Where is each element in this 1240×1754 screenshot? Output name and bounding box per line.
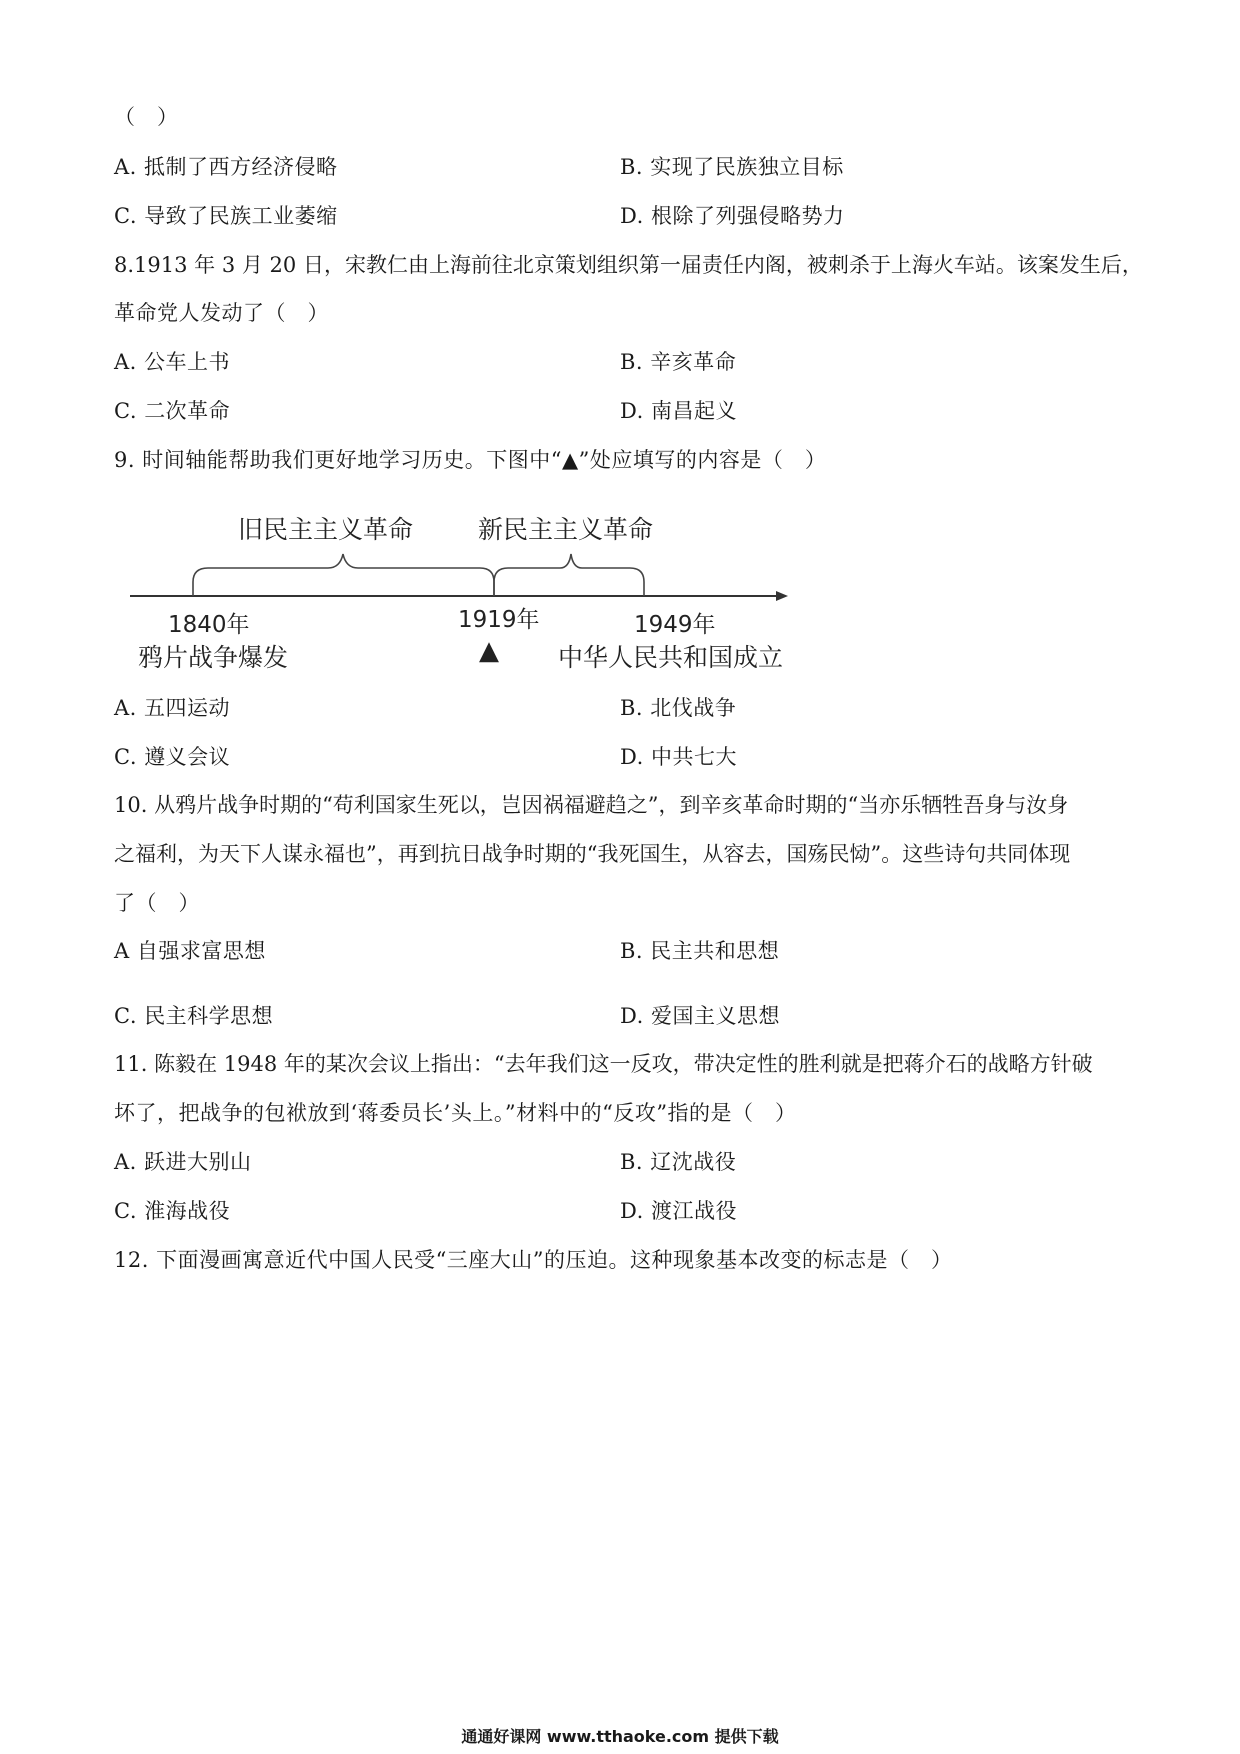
q7-option-b[interactable] [620, 153, 844, 181]
option-text: 淮海战役 [144, 1199, 231, 1223]
option-text: 民主科学思想 [144, 1004, 274, 1028]
q8-stem-line2: 革命党人发动了（ ） [114, 301, 329, 325]
q11-option-a[interactable] [114, 1148, 252, 1176]
option-key: D. [620, 1199, 644, 1223]
timeline-figure [128, 498, 788, 683]
q7-paren: （ ） [114, 105, 179, 129]
q8-stem-line1: 8.1913 年 3 月 20 日，宋教仁由上海前往北京策划组织第一届责任内阁，被刺杀于上海火车站。该案发生后， [114, 253, 1143, 277]
timeline-year-1840: 1840年 [168, 612, 250, 638]
timeline-event-1949: 中华人民共和国成立 [558, 643, 784, 672]
option-text: 辽沈战役 [650, 1150, 737, 1174]
option-text: 中共七大 [650, 745, 737, 769]
q12-stem: 12. 下面漫画寓意近代中国人民受“三座大山”的压迫。这种现象基本改变的标志是（ ） [114, 1248, 953, 1272]
option-text: 爱国主义思想 [650, 1004, 780, 1028]
option-key: A. [114, 1150, 137, 1174]
option-text: 根除了列强侵略势力 [650, 204, 845, 228]
q8-option-b[interactable] [620, 348, 736, 376]
option-text: 南昌起义 [650, 399, 737, 423]
q8-option-a[interactable] [114, 348, 230, 376]
q9-option-a[interactable] [114, 694, 230, 722]
option-text: 导致了民族工业萎缩 [144, 204, 338, 228]
timeline-year-1919: 1919年 [458, 607, 540, 633]
option-key: A. [114, 155, 137, 179]
q7-option-d[interactable] [620, 202, 844, 230]
q10-stem-line3: 了（ ） [114, 891, 200, 915]
option-text: 遵义会议 [144, 745, 231, 769]
q10-option-c[interactable] [114, 1002, 273, 1030]
q10-stem-line1: 10. 从鸦片战争时期的“苟利国家生死以，岂因祸福避趋之”，到辛亥革命时期的“当亦乐牺牲吾身与汝身 [114, 793, 1069, 817]
q11-option-b[interactable] [620, 1148, 736, 1176]
option-text: 实现了民族独立目标 [650, 155, 844, 179]
q9-stem: 9. 时间轴能帮助我们更好地学习历史。下图中“▲”处应填写的内容是（ ） [114, 448, 827, 472]
q11-stem-line1: 11. 陈毅在 1948 年的某次会议上指出：“去年我们这一反攻，带决定性的胜利就是把蒋介石的战略方针破 [114, 1052, 1093, 1076]
option-text: 民主共和思想 [650, 939, 780, 963]
q10-stem-line2: 之福利，为天下人谋永福也”，再到抗日战争时期的“我死国生，从容去，国殇民恸”。这些诗句共同体现 [114, 842, 1071, 866]
q9-option-c[interactable] [114, 743, 230, 771]
option-text: 自强求富思想 [136, 939, 266, 963]
q10-option-a[interactable] [114, 937, 266, 965]
option-text: 二次革命 [144, 399, 231, 423]
triangle-marker-icon: ▲ [479, 636, 499, 666]
q10-option-b[interactable] [620, 937, 779, 965]
option-key: D. [620, 399, 644, 423]
option-key: A. [114, 696, 137, 720]
q11-option-d[interactable] [620, 1197, 737, 1225]
option-text: 公车上书 [144, 350, 231, 374]
option-text: 抵制了西方经济侵略 [144, 155, 338, 179]
option-key: B. [620, 350, 644, 374]
option-text: 辛亥革命 [650, 350, 737, 374]
option-text: 北伐战争 [650, 696, 737, 720]
q8-option-c[interactable] [114, 397, 230, 425]
q10-option-d[interactable] [620, 1002, 780, 1030]
q7-option-c[interactable] [114, 202, 338, 230]
q7-option-a[interactable] [114, 153, 338, 181]
option-text: 五四运动 [144, 696, 231, 720]
option-key: B. [620, 939, 644, 963]
option-key: B. [620, 1150, 644, 1174]
option-text: 跃进大别山 [144, 1150, 252, 1174]
option-key: D. [620, 1004, 644, 1028]
option-key: D. [620, 745, 644, 769]
timeline-year-1949: 1949年 [634, 612, 716, 638]
q11-stem-line2: 坏了，把战争的包袱放到‘蒋委员长’头上。”材料中的“反攻”指的是（ ） [114, 1101, 797, 1125]
option-key: A [114, 939, 130, 963]
q9-option-b[interactable] [620, 694, 736, 722]
timeline-label-old-democratic: 旧民主主义革命 [238, 515, 414, 544]
option-key: A. [114, 350, 137, 374]
timeline-label-new-democratic: 新民主主义革命 [478, 515, 654, 544]
q11-option-c[interactable] [114, 1197, 230, 1225]
q9-option-d[interactable] [620, 743, 737, 771]
option-key: C. [114, 745, 137, 769]
option-key: B. [620, 155, 644, 179]
option-text: 渡江战役 [650, 1199, 737, 1223]
option-key: C. [114, 204, 137, 228]
option-key: D. [620, 204, 644, 228]
timeline-event-1840: 鸦片战争爆发 [138, 643, 289, 672]
option-key: C. [114, 1004, 137, 1028]
option-key: C. [114, 399, 137, 423]
q8-option-d[interactable] [620, 397, 737, 425]
page-footer: 通通好课网 www.tthaoke.com 提供下载 [461, 1727, 779, 1746]
option-key: C. [114, 1199, 137, 1223]
option-key: B. [620, 696, 644, 720]
